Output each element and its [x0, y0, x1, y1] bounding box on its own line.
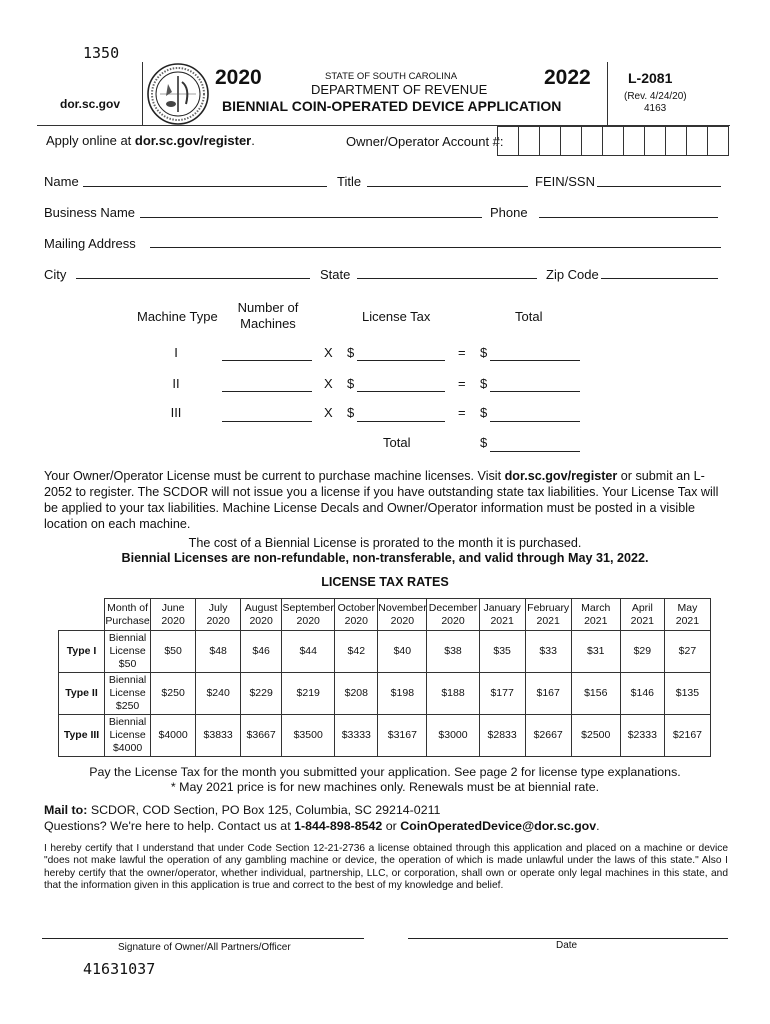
- city-label: City: [44, 267, 67, 282]
- phone-number: 1-844-898-8542: [294, 819, 383, 833]
- equals-sign: =: [458, 376, 466, 391]
- rate-cell: $188: [427, 673, 479, 715]
- rate-cell: $2333: [620, 715, 664, 757]
- mailing-address-field[interactable]: [150, 247, 721, 248]
- zip-label: Zip Code: [546, 267, 599, 282]
- prorate-note: The cost of a Biennial License is prorated to the month it is purchased.: [188, 536, 582, 550]
- number-machines-i-field[interactable]: [222, 360, 312, 361]
- rate-cell: $167: [525, 673, 571, 715]
- rate-cell: $31: [571, 631, 620, 673]
- rate-cell: $2500: [571, 715, 620, 757]
- equals-sign: =: [458, 345, 466, 360]
- header-divider-left: [142, 62, 143, 126]
- rate-cell: $229: [241, 673, 282, 715]
- number-machines-ii-field[interactable]: [222, 391, 312, 392]
- form-code: 4163: [644, 103, 667, 114]
- total-header: Total: [515, 309, 543, 324]
- date-label: Date: [556, 940, 578, 951]
- license-tax-rates-table: [58, 598, 711, 757]
- dollar-sign: $: [347, 376, 355, 391]
- license-tax-iii-field[interactable]: [357, 421, 445, 422]
- form-number: L-2081: [628, 70, 673, 86]
- dollar-sign: $: [480, 345, 488, 360]
- certification-text: I hereby certify that I understand that under Code Section 12-21-2736 a license obtained through this application and placed on a machine or device "does not make lawful the operation of any gambling machine or device, the operation of which is made unlawful under the laws of this state." Also I hereby certify that the owner/operator, whether individual, partnership, LLC, or corporation, shall own or operate only legal machines in this state, and that the information given in this application is true and correct to the best of my knowledge and belief.: [44, 843, 728, 892]
- register-link[interactable]: dor.sc.gov/register: [134, 133, 252, 148]
- rate-cell: $2833: [479, 715, 525, 757]
- may-price-note: * May 2021 price is for new machines only. Renewals must be at biennial rate.: [170, 780, 600, 794]
- machine-type-header: Machine Type: [137, 309, 218, 324]
- department-name: DEPARTMENT OF REVENUE: [311, 82, 488, 97]
- times-sign: X: [324, 345, 333, 360]
- month-header-oct-2020: October 2020: [335, 599, 378, 631]
- name-label: Name: [44, 174, 79, 189]
- license-tax-i-field[interactable]: [357, 360, 445, 361]
- month-header-mar-2021: March 2021: [571, 599, 620, 631]
- equals-sign: =: [458, 405, 466, 420]
- rate-cell: $135: [664, 673, 710, 715]
- type-name-cell: Type III: [59, 715, 105, 757]
- rate-cell: $3167: [378, 715, 427, 757]
- table-row: [59, 631, 711, 673]
- number-of-machines-header: Number of Machines: [237, 300, 299, 331]
- grand-total-label: Total: [383, 435, 411, 450]
- rate-cell: $35: [479, 631, 525, 673]
- rate-cell: $3000: [427, 715, 479, 757]
- fein-label: FEIN/SSN: [535, 174, 595, 189]
- form-revision: (Rev. 4/24/20): [624, 91, 687, 102]
- rate-cell: $177: [479, 673, 525, 715]
- number-machines-iii-field[interactable]: [222, 421, 312, 422]
- rate-cell: $2167: [664, 715, 710, 757]
- rate-cell: $27: [664, 631, 710, 673]
- register-link[interactable]: dor.sc.gov/register: [504, 469, 618, 483]
- year-left: 2020: [215, 66, 262, 89]
- state-label: State: [320, 267, 351, 282]
- machine-type-iii: III: [170, 405, 182, 420]
- state-name: STATE OF SOUTH CAROLINA: [325, 71, 458, 82]
- month-header-nov-2020: November 2020: [378, 599, 427, 631]
- rate-cell: $3833: [196, 715, 241, 757]
- times-sign: X: [324, 405, 333, 420]
- type-desc-cell: Biennial License $250: [105, 673, 151, 715]
- month-header-jul-2020: July 2020: [196, 599, 241, 631]
- rate-cell: $240: [196, 673, 241, 715]
- rates-title: LICENSE TAX RATES: [321, 575, 449, 589]
- month-header-sep-2020: September 2020: [282, 599, 335, 631]
- mail-to-line: Mail to: SCDOR, COD Section, PO Box 125, Columbia, SC 29214-0211: [44, 803, 441, 817]
- business-name-label: Business Name: [44, 205, 136, 220]
- title-label: Title: [337, 174, 362, 189]
- rate-cell: $50: [151, 631, 196, 673]
- phone-label: Phone: [490, 205, 528, 220]
- signature-label: Signature of Owner/All Partners/Officer: [118, 942, 291, 953]
- type-name-cell: Type II: [59, 673, 105, 715]
- bottom-form-code: 41631037: [83, 960, 156, 978]
- month-header-apr-2021: April 2021: [620, 599, 664, 631]
- dollar-sign: $: [347, 345, 355, 360]
- form-title: BIENNIAL COIN-OPERATED DEVICE APPLICATION: [222, 98, 562, 114]
- license-tax-ii-field[interactable]: [357, 391, 445, 392]
- type-desc-cell: Biennial License $50: [105, 631, 151, 673]
- month-header-aug-2020: August 2020: [241, 599, 282, 631]
- email-link[interactable]: CoinOperatedDevice@dor.sc.gov: [400, 819, 597, 833]
- year-right: 2022: [544, 66, 591, 89]
- business-name-field[interactable]: [140, 217, 482, 218]
- dollar-sign: $: [480, 376, 488, 391]
- rate-cell: $3667: [241, 715, 282, 757]
- zip-field[interactable]: [601, 278, 718, 279]
- website-label: dor.sc.gov: [60, 97, 121, 111]
- rate-cell: $208: [335, 673, 378, 715]
- table-row: [59, 673, 711, 715]
- month-header-jun-2020: June 2020: [151, 599, 196, 631]
- dollar-sign: $: [347, 405, 355, 420]
- dollar-sign: $: [480, 405, 488, 420]
- city-field[interactable]: [76, 278, 310, 279]
- rate-cell: $156: [571, 673, 620, 715]
- name-field[interactable]: [83, 186, 327, 187]
- rate-cell: $33: [525, 631, 571, 673]
- grand-total-field[interactable]: [490, 451, 580, 452]
- mailing-address-label: Mailing Address: [44, 236, 136, 251]
- month-header-dec-2020: December 2020: [427, 599, 479, 631]
- rate-cell: $2667: [525, 715, 571, 757]
- month-header-feb-2021: February 2021: [525, 599, 571, 631]
- type-desc-cell: Biennial License $4000: [105, 715, 151, 757]
- signature-field[interactable]: [42, 938, 364, 939]
- dollar-sign: $: [480, 435, 488, 450]
- rate-cell: $44: [282, 631, 335, 673]
- times-sign: X: [324, 376, 333, 391]
- account-label: Owner/Operator Account #:: [346, 134, 504, 149]
- rate-cell: $3333: [335, 715, 378, 757]
- rate-cell: $219: [282, 673, 335, 715]
- pay-note: Pay the License Tax for the month you submitted your application. See page 2 for license type explanations.: [89, 765, 681, 779]
- rate-cell: $250: [151, 673, 196, 715]
- rate-cell: $38: [427, 631, 479, 673]
- rate-cell: $48: [196, 631, 241, 673]
- license-tax-header: License Tax: [362, 309, 431, 324]
- rate-cell: $146: [620, 673, 664, 715]
- machine-type-i: I: [174, 345, 178, 360]
- rate-cell: $4000: [151, 715, 196, 757]
- machine-type-ii: II: [172, 376, 180, 391]
- phone-field[interactable]: [539, 217, 718, 218]
- rate-cell: $42: [335, 631, 378, 673]
- rate-cell: $46: [241, 631, 282, 673]
- total-i-field[interactable]: [490, 360, 580, 361]
- questions-line: Questions? We're here to help. Contact us at 1-844-898-8542 or CoinOperatedDevice@dor.sc.gov.: [44, 819, 600, 833]
- header-divider-right: [607, 62, 608, 126]
- rate-cell: $29: [620, 631, 664, 673]
- apply-online-text: Apply online at dor.sc.gov/register.: [46, 133, 255, 148]
- state-seal-icon: [146, 62, 210, 126]
- month-of-purchase-header: Month of Purchase: [105, 599, 151, 631]
- nonrefundable-note: Biennial Licenses are non-refundable, non-transferable, and valid through May 31, 2022.: [121, 551, 649, 565]
- type-name-cell: Type I: [59, 631, 105, 673]
- month-header-jan-2021: January 2021: [479, 599, 525, 631]
- title-field[interactable]: [367, 186, 528, 187]
- fein-field[interactable]: [597, 186, 721, 187]
- owner-license-paragraph: Your Owner/Operator License must be current to purchase machine licenses. Visit dor.sc.gov/register or submit an L-2052 to register. The SCDOR will not issue you a license if you have outstanding state tax liabilities. Your License Tax will be applied to your tax liabilities. Machine License Decals and Owner/Operator information must be posted in a visible location on each machine.: [44, 469, 719, 531]
- table-row: [59, 715, 711, 757]
- rate-cell: $40: [378, 631, 427, 673]
- empty-corner-cell: [59, 599, 105, 631]
- top-form-code: 1350: [83, 44, 120, 62]
- rate-cell: $198: [378, 673, 427, 715]
- state-field[interactable]: [357, 278, 537, 279]
- month-header-may-2021: May 2021: [664, 599, 710, 631]
- date-field[interactable]: [408, 938, 728, 939]
- rate-cell: $3500: [282, 715, 335, 757]
- total-iii-field[interactable]: [490, 421, 580, 422]
- total-ii-field[interactable]: [490, 391, 580, 392]
